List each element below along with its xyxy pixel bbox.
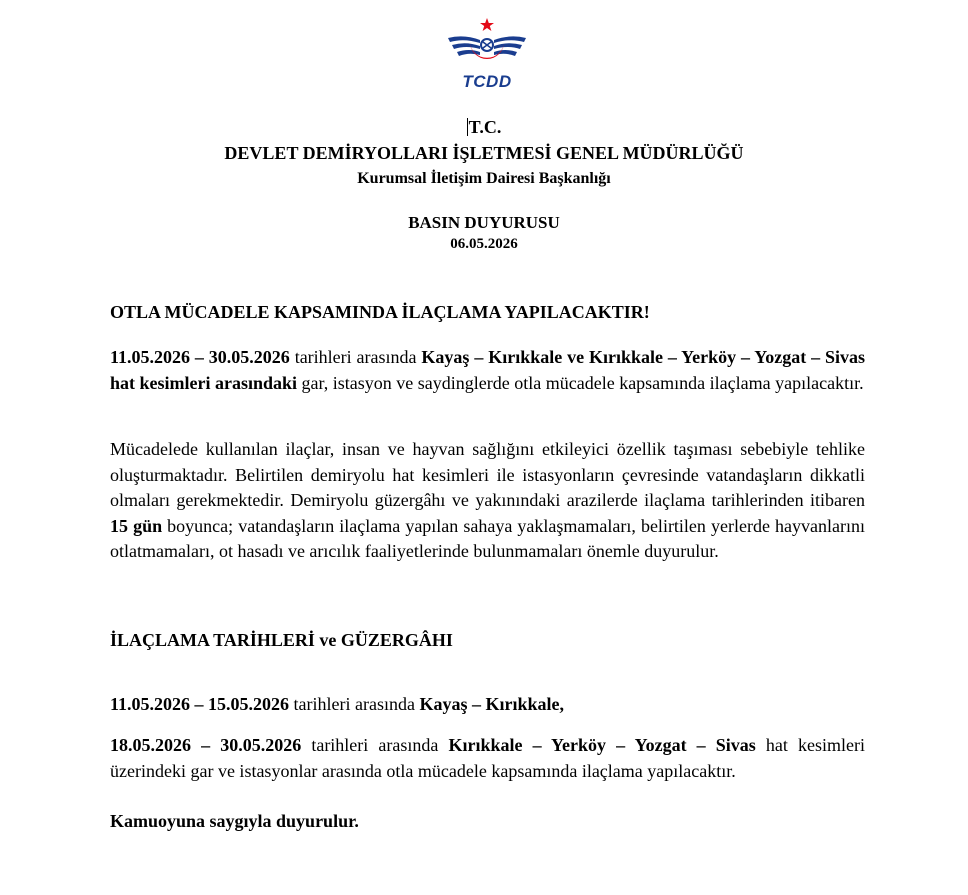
schedule-item xyxy=(110,692,865,718)
logo-wordmark: TCDD xyxy=(462,72,512,91)
crescent-star-wings-icon xyxy=(442,14,532,74)
header-organization: DEVLET DEMİRYOLLARI İŞLETMESİ GENEL MÜDÜRLÜĞÜ xyxy=(224,143,744,163)
document-date: 06.05.2026 xyxy=(450,236,518,252)
p2-text-2: boyunca; vatandaşların ilaçlama yapılan sahaya yaklaşmamaları, belirtilen yerlerde hayvanlarını otlatmamaları, ot hasadı ve arıcılık faaliyetlerinde bulunmamaları önemle duyurulur. xyxy=(110,515,866,561)
p1-text-2: gar, istasyon ve saydinglerde otla mücadele kapsamında ilaçlama yapılacaktır. xyxy=(297,372,864,393)
paragraph-dates-routes xyxy=(110,345,865,396)
tcdd-logo xyxy=(442,14,532,94)
header-tc xyxy=(0,117,968,138)
schedule-dates: 18.05.2026 – 30.05.2026 xyxy=(110,735,302,755)
document-type: BASIN DUYURUSU xyxy=(408,213,560,232)
schedule-route: Kayaş – Kırıkkale, xyxy=(419,694,564,714)
schedule-text: tarihleri arasında xyxy=(289,694,420,714)
announcement-title: OTLA MÜCADELE KAPSAMINDA İLAÇLAMA YAPILACAKTIR! xyxy=(110,302,650,322)
schedule-text-2: hat kesimleri üzerindeki gar ve istasyonlar arasında otla mücadele kapsamında ilaçlama yapılacaktır. xyxy=(110,735,865,781)
header-tc-text: T.C. xyxy=(468,117,502,137)
header-department: Kurumsal İletişim Dairesi Başkanlığı xyxy=(357,170,611,187)
p1-text-1: tarihleri arasında xyxy=(289,347,422,367)
schedule-item xyxy=(110,733,865,784)
schedule-dates: 11.05.2026 – 15.05.2026 xyxy=(110,694,290,714)
schedule-route: Kırıkkale – Yerköy – Yozgat – Sivas xyxy=(448,735,756,755)
p1-route: Kayaş – Kırıkkale ve Kırıkkale – Yerköy – Yozgat – Sivas hat kesimleri arasındaki xyxy=(110,347,865,393)
paragraph-warning xyxy=(110,437,865,565)
closing-line: Kamuoyuna saygıyla duyurulur. xyxy=(110,811,359,831)
p2-days: 15 gün xyxy=(110,515,163,536)
text-cursor xyxy=(467,118,468,136)
p1-dates: 11.05.2026 – 30.05.2026 xyxy=(110,347,290,367)
schedule-text: tarihleri arasında xyxy=(301,735,449,755)
schedule-title: İLAÇLAMA TARİHLERİ ve GÜZERGÂHI xyxy=(110,630,453,650)
p2-text-1: Mücadelede kullanılan ilaçlar, insan ve hayvan sağlığını etkileyici özellik taşıması sebebiyle tehlike oluşturmaktadır. Belirtilen demiryolu hat kesimleri ile istasyonların çevresinde vatandaşların dikkatli olmaları gerekmektedir. Demiryolu güzergâhı ve yakınındaki arazilerde ilaçlama tarihlerinden itibaren xyxy=(110,439,865,510)
